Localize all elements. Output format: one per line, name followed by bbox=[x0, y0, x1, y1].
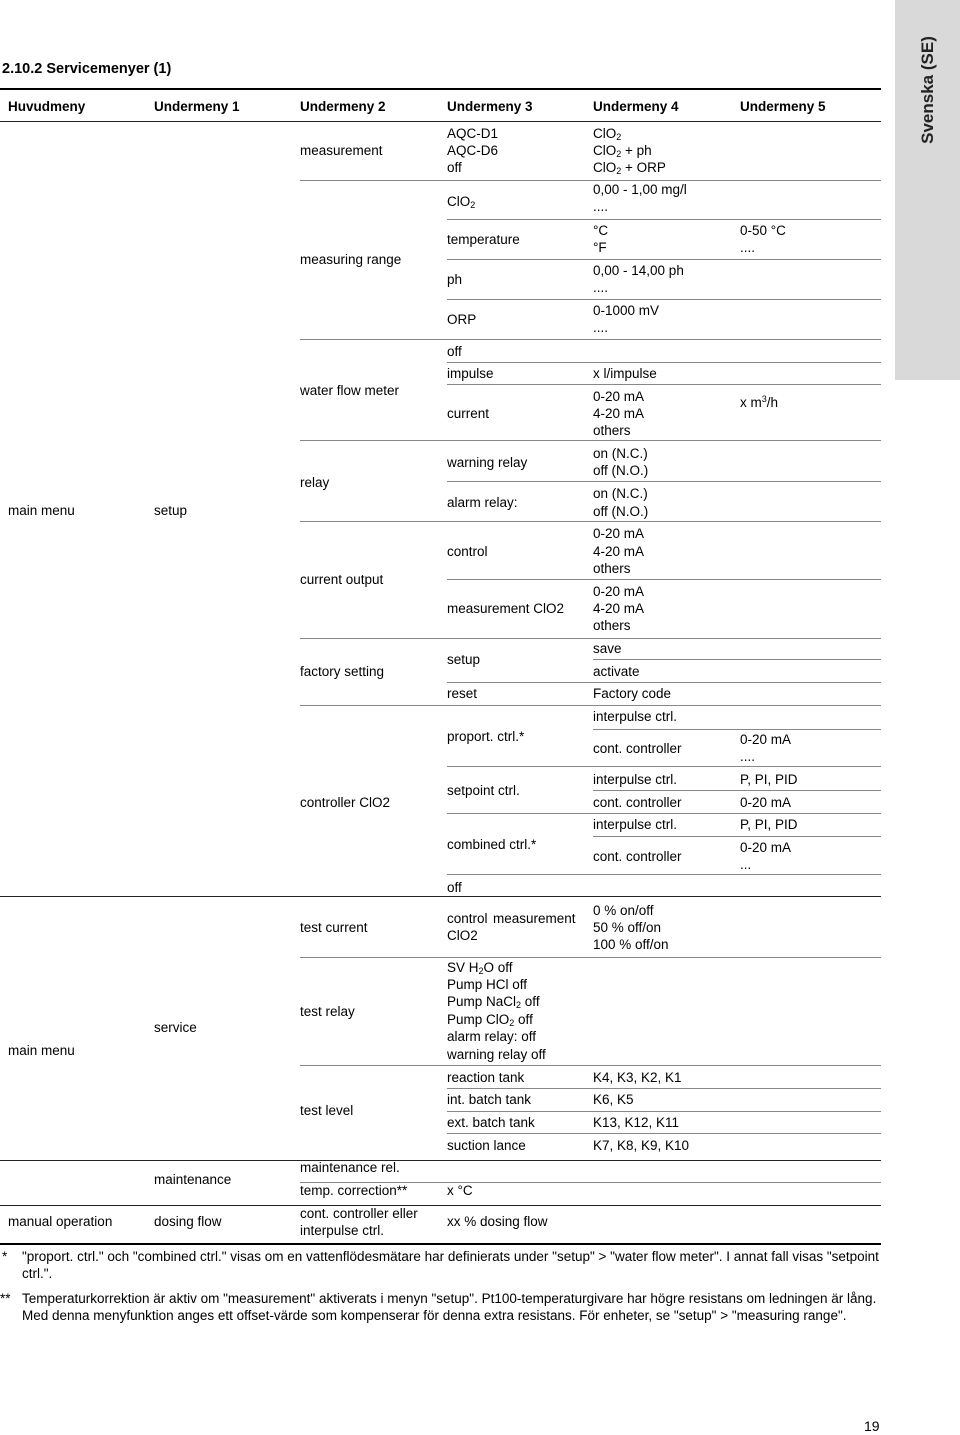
cell-combined-ctrl: combined ctrl.* bbox=[447, 837, 537, 852]
cell-relay: relay bbox=[300, 475, 330, 490]
cell-xx-dosing-flow: xx % dosing flow bbox=[447, 1214, 548, 1229]
cell-test-relay: test relay bbox=[300, 1004, 355, 1019]
cell-setup: setup bbox=[154, 503, 188, 518]
row-divider bbox=[300, 1065, 881, 1066]
cell-measurement-clo2: measurement ClO2 bbox=[447, 601, 565, 616]
cell-dosing-flow: dosing flow bbox=[154, 1214, 222, 1229]
cell-0-20-ma: 0-20 mA bbox=[740, 795, 792, 810]
cell-k-suction: K7, K8, K9, K10 bbox=[593, 1138, 690, 1153]
row-divider bbox=[300, 638, 881, 639]
cell-0-20-ma: 0-20 mA bbox=[593, 389, 645, 404]
cell-50-pct-off-on: 50 % off/on bbox=[593, 920, 662, 935]
cell-cont-controller: cont. controller bbox=[593, 741, 682, 756]
cell-0-20-ma: 0-20 mA bbox=[740, 732, 792, 747]
cell-alarm-relay: alarm relay: bbox=[447, 495, 518, 510]
cell-pump-nacl2-off: Pump NaCl$_2$ off bbox=[447, 994, 540, 1010]
cell-sv-h2o-off: SV $H_2O$ off bbox=[447, 960, 513, 976]
cell-service: service bbox=[154, 1020, 197, 1035]
row-divider bbox=[447, 362, 881, 363]
cell-current: current bbox=[447, 406, 490, 421]
header-rule bbox=[0, 121, 881, 122]
cell-others: others bbox=[593, 618, 631, 633]
cell-current-output: current output bbox=[300, 572, 384, 587]
cell-range-mv: 0-1000 mV bbox=[593, 303, 660, 318]
cell-factory-setting: factory setting bbox=[300, 664, 385, 679]
cell-test-level: test level bbox=[300, 1103, 354, 1118]
cell-0-20-ma: 0-20 mA bbox=[593, 526, 645, 541]
cell-on-nc: on (N.C.) bbox=[593, 486, 648, 501]
row-divider bbox=[447, 874, 881, 875]
cell-temperature: temperature bbox=[447, 232, 520, 247]
cell-maintenance: maintenance bbox=[154, 1172, 232, 1187]
row-divider bbox=[447, 219, 881, 220]
cell-x-l-impulse: x l/impulse bbox=[593, 366, 657, 381]
header-huvudmeny: Huvudmeny bbox=[8, 99, 86, 114]
language-tab-label: Svenska (SE) bbox=[917, 36, 937, 144]
cell-others: others bbox=[593, 423, 631, 438]
row-divider bbox=[447, 766, 881, 767]
cell-on-nc: on (N.C.) bbox=[593, 446, 648, 461]
row-divider bbox=[447, 682, 881, 683]
cell-water-flow-meter: water flow meter bbox=[300, 383, 400, 398]
cell-dots: ... bbox=[740, 857, 752, 872]
row-divider bbox=[300, 440, 881, 441]
section-divider bbox=[0, 896, 881, 897]
cell-cont-controller: cont. controller bbox=[593, 849, 682, 864]
cell-deg-f: °F bbox=[593, 240, 607, 255]
row-divider bbox=[300, 180, 881, 181]
cell-main-menu: main menu bbox=[8, 503, 75, 518]
cell-aqc-d1: AQC-D1 bbox=[447, 126, 499, 141]
cell-range-c: 0-50 °C bbox=[740, 223, 786, 238]
cell-x-c: x °C bbox=[447, 1183, 473, 1198]
cell-dots: .... bbox=[593, 320, 609, 335]
row-divider bbox=[447, 1133, 881, 1134]
cell-clo2-ph: ClO$_2$ + ph bbox=[593, 143, 652, 159]
cell-control: control bbox=[447, 911, 488, 926]
row-divider bbox=[300, 339, 881, 340]
cell-setpoint-ctrl: setpoint ctrl. bbox=[447, 783, 520, 798]
cell-main-menu: main menu bbox=[8, 1043, 75, 1058]
cell-ext-batch-tank: ext. batch tank bbox=[447, 1115, 535, 1130]
cell-off: off bbox=[447, 344, 462, 359]
cell-proport-ctrl: proport. ctrl.* bbox=[447, 729, 525, 744]
cell-reaction-tank: reaction tank bbox=[447, 1070, 525, 1085]
cell-interpulse-ctrl: interpulse ctrl. bbox=[593, 817, 678, 832]
header-undermeny-5: Undermeny 5 bbox=[740, 99, 826, 114]
cell-alarm-relay-off: alarm relay: off bbox=[447, 1029, 537, 1044]
cell-factory-code: Factory code bbox=[593, 686, 672, 701]
cell-off-no: off (N.O.) bbox=[593, 463, 649, 478]
cell-temp-correction: temp. correction** bbox=[300, 1183, 408, 1198]
table-bottom-rule bbox=[0, 1243, 881, 1245]
row-divider bbox=[447, 1111, 881, 1112]
footnote-2-text: Temperaturkorrektion är aktiv om "measurement" aktiverats i menyn "setup". Pt100-temperaturgivare har högre resistans om ledningen är lång. Med denna menyfunktion anges ett offset-värde som kompenserar för denna extra resistans. För enheter, se "setup" > "measuring range". bbox=[22, 1291, 877, 1323]
row-divider bbox=[593, 836, 881, 837]
row-divider bbox=[447, 579, 881, 580]
section-divider bbox=[0, 1160, 881, 1161]
cell-range-mg: 0,00 - 1,00 mg/l bbox=[593, 182, 687, 197]
footnote-1-text: "proport. ctrl." och "combined ctrl." visas om en vattenflödesmätare har definierats under "setup" > "water flow meter". I annat fall visas "setpoint ctrl.". bbox=[22, 1249, 879, 1281]
section-title: 2.10.2 Servicemenyer (1) bbox=[2, 61, 172, 77]
cell-range-ph: 0,00 - 14,00 ph bbox=[593, 263, 684, 278]
row-divider bbox=[593, 729, 881, 730]
row-divider bbox=[447, 1088, 881, 1089]
header-undermeny-3: Undermeny 3 bbox=[447, 99, 533, 114]
cell-controller-clo2: controller ClO2 bbox=[300, 795, 391, 810]
cell-k-ext: K13, K12, K11 bbox=[593, 1115, 680, 1130]
row-divider bbox=[300, 521, 881, 522]
cell-x-m3-h: x $m^3/h$ bbox=[740, 394, 779, 410]
cell-others: others bbox=[593, 561, 631, 576]
cell-dots: .... bbox=[593, 199, 609, 214]
header-undermeny-4: Undermeny 4 bbox=[593, 99, 679, 114]
table-top-rule bbox=[0, 88, 881, 90]
cell-manual-operation: manual operation bbox=[8, 1214, 113, 1229]
cell-off-no: off (N.O.) bbox=[593, 504, 649, 519]
cell-deg-c: °C bbox=[593, 223, 609, 238]
cell-p-pi-pid: P, PI, PID bbox=[740, 772, 798, 787]
row-divider bbox=[447, 384, 881, 385]
row-divider bbox=[593, 790, 881, 791]
cell-cont-controller: cont. controller bbox=[593, 795, 682, 810]
row-divider bbox=[593, 659, 881, 660]
section-divider bbox=[0, 1205, 881, 1206]
cell-clo2: ClO$_2$ bbox=[593, 126, 622, 142]
cell-clo2: ClO$_2$ bbox=[447, 194, 476, 210]
cell-4-20-ma: 4-20 mA bbox=[593, 601, 645, 616]
cell-orp: ORP bbox=[447, 312, 477, 327]
page-number: 19 bbox=[864, 1418, 880, 1434]
cell-0-pct-on-off: 0 % on/off bbox=[593, 903, 654, 918]
cell-k-reaction: K4, K3, K2, K1 bbox=[593, 1070, 682, 1085]
language-tab bbox=[895, 0, 960, 380]
cell-dots: .... bbox=[740, 240, 756, 255]
cell-100-pct-off-on: 100 % off/on bbox=[593, 937, 669, 952]
cell-warning-relay-off: warning relay off bbox=[447, 1047, 546, 1062]
row-divider bbox=[300, 957, 881, 958]
cell-save: save bbox=[593, 641, 622, 656]
cell-p-pi-pid: P, PI, PID bbox=[740, 817, 798, 832]
cell-int-batch-tank: int. batch tank bbox=[447, 1092, 532, 1107]
cell-ph: ph bbox=[447, 272, 463, 287]
row-divider bbox=[447, 481, 881, 482]
footnote-1-mark: * bbox=[2, 1249, 8, 1264]
cell-impulse: impulse bbox=[447, 366, 494, 381]
cell-cont-controller: cont. controller eller bbox=[300, 1206, 418, 1221]
header-undermeny-1: Undermeny 1 bbox=[154, 99, 240, 114]
cell-dots: .... bbox=[593, 280, 609, 295]
cell-interpulse-ctrl: interpulse ctrl. bbox=[593, 709, 678, 724]
cell-warning-relay: warning relay bbox=[447, 455, 528, 470]
cell-aqc-d6: AQC-D6 bbox=[447, 143, 499, 158]
cell-pump-hcl-off: Pump HCl off bbox=[447, 977, 528, 992]
cell-off: off bbox=[447, 160, 462, 175]
cell-test-current: test current bbox=[300, 920, 368, 935]
cell-4-20-ma: 4-20 mA bbox=[593, 544, 645, 559]
cell-setup: setup bbox=[447, 652, 481, 667]
row-divider bbox=[447, 813, 881, 814]
cell-pump-clo2-off: Pump ClO$_2$ off bbox=[447, 1012, 533, 1028]
cell-measurement: measurement bbox=[300, 143, 383, 158]
cell-0-20-ma: 0-20 mA bbox=[740, 840, 792, 855]
cell-off: off bbox=[447, 880, 462, 895]
cell-reset: reset bbox=[447, 686, 478, 701]
cell-control: control bbox=[447, 544, 488, 559]
cell-measuring-range: measuring range bbox=[300, 252, 402, 267]
cell-0-20-ma: 0-20 mA bbox=[593, 584, 645, 599]
cell-4-20-ma: 4-20 mA bbox=[593, 406, 645, 421]
cell-measurement: measurement bbox=[493, 911, 576, 926]
row-divider bbox=[300, 705, 881, 706]
row-divider bbox=[447, 299, 881, 300]
footnote-2-mark: ** bbox=[0, 1291, 11, 1306]
header-undermeny-2: Undermeny 2 bbox=[300, 99, 386, 114]
cell-maintenance-rel: maintenance rel. bbox=[300, 1160, 400, 1175]
cell-activate: activate bbox=[593, 664, 640, 679]
cell-dots: .... bbox=[740, 749, 756, 764]
cell-interpulse-ctrl: interpulse ctrl. bbox=[300, 1223, 385, 1238]
row-divider bbox=[447, 259, 881, 260]
cell-clo2: ClO2 bbox=[447, 928, 478, 943]
cell-suction-lance: suction lance bbox=[447, 1138, 526, 1153]
cell-clo2-orp: ClO$_2$ + ORP bbox=[593, 160, 666, 176]
cell-k-int: K6, K5 bbox=[593, 1092, 634, 1107]
cell-interpulse-ctrl: interpulse ctrl. bbox=[593, 772, 678, 787]
